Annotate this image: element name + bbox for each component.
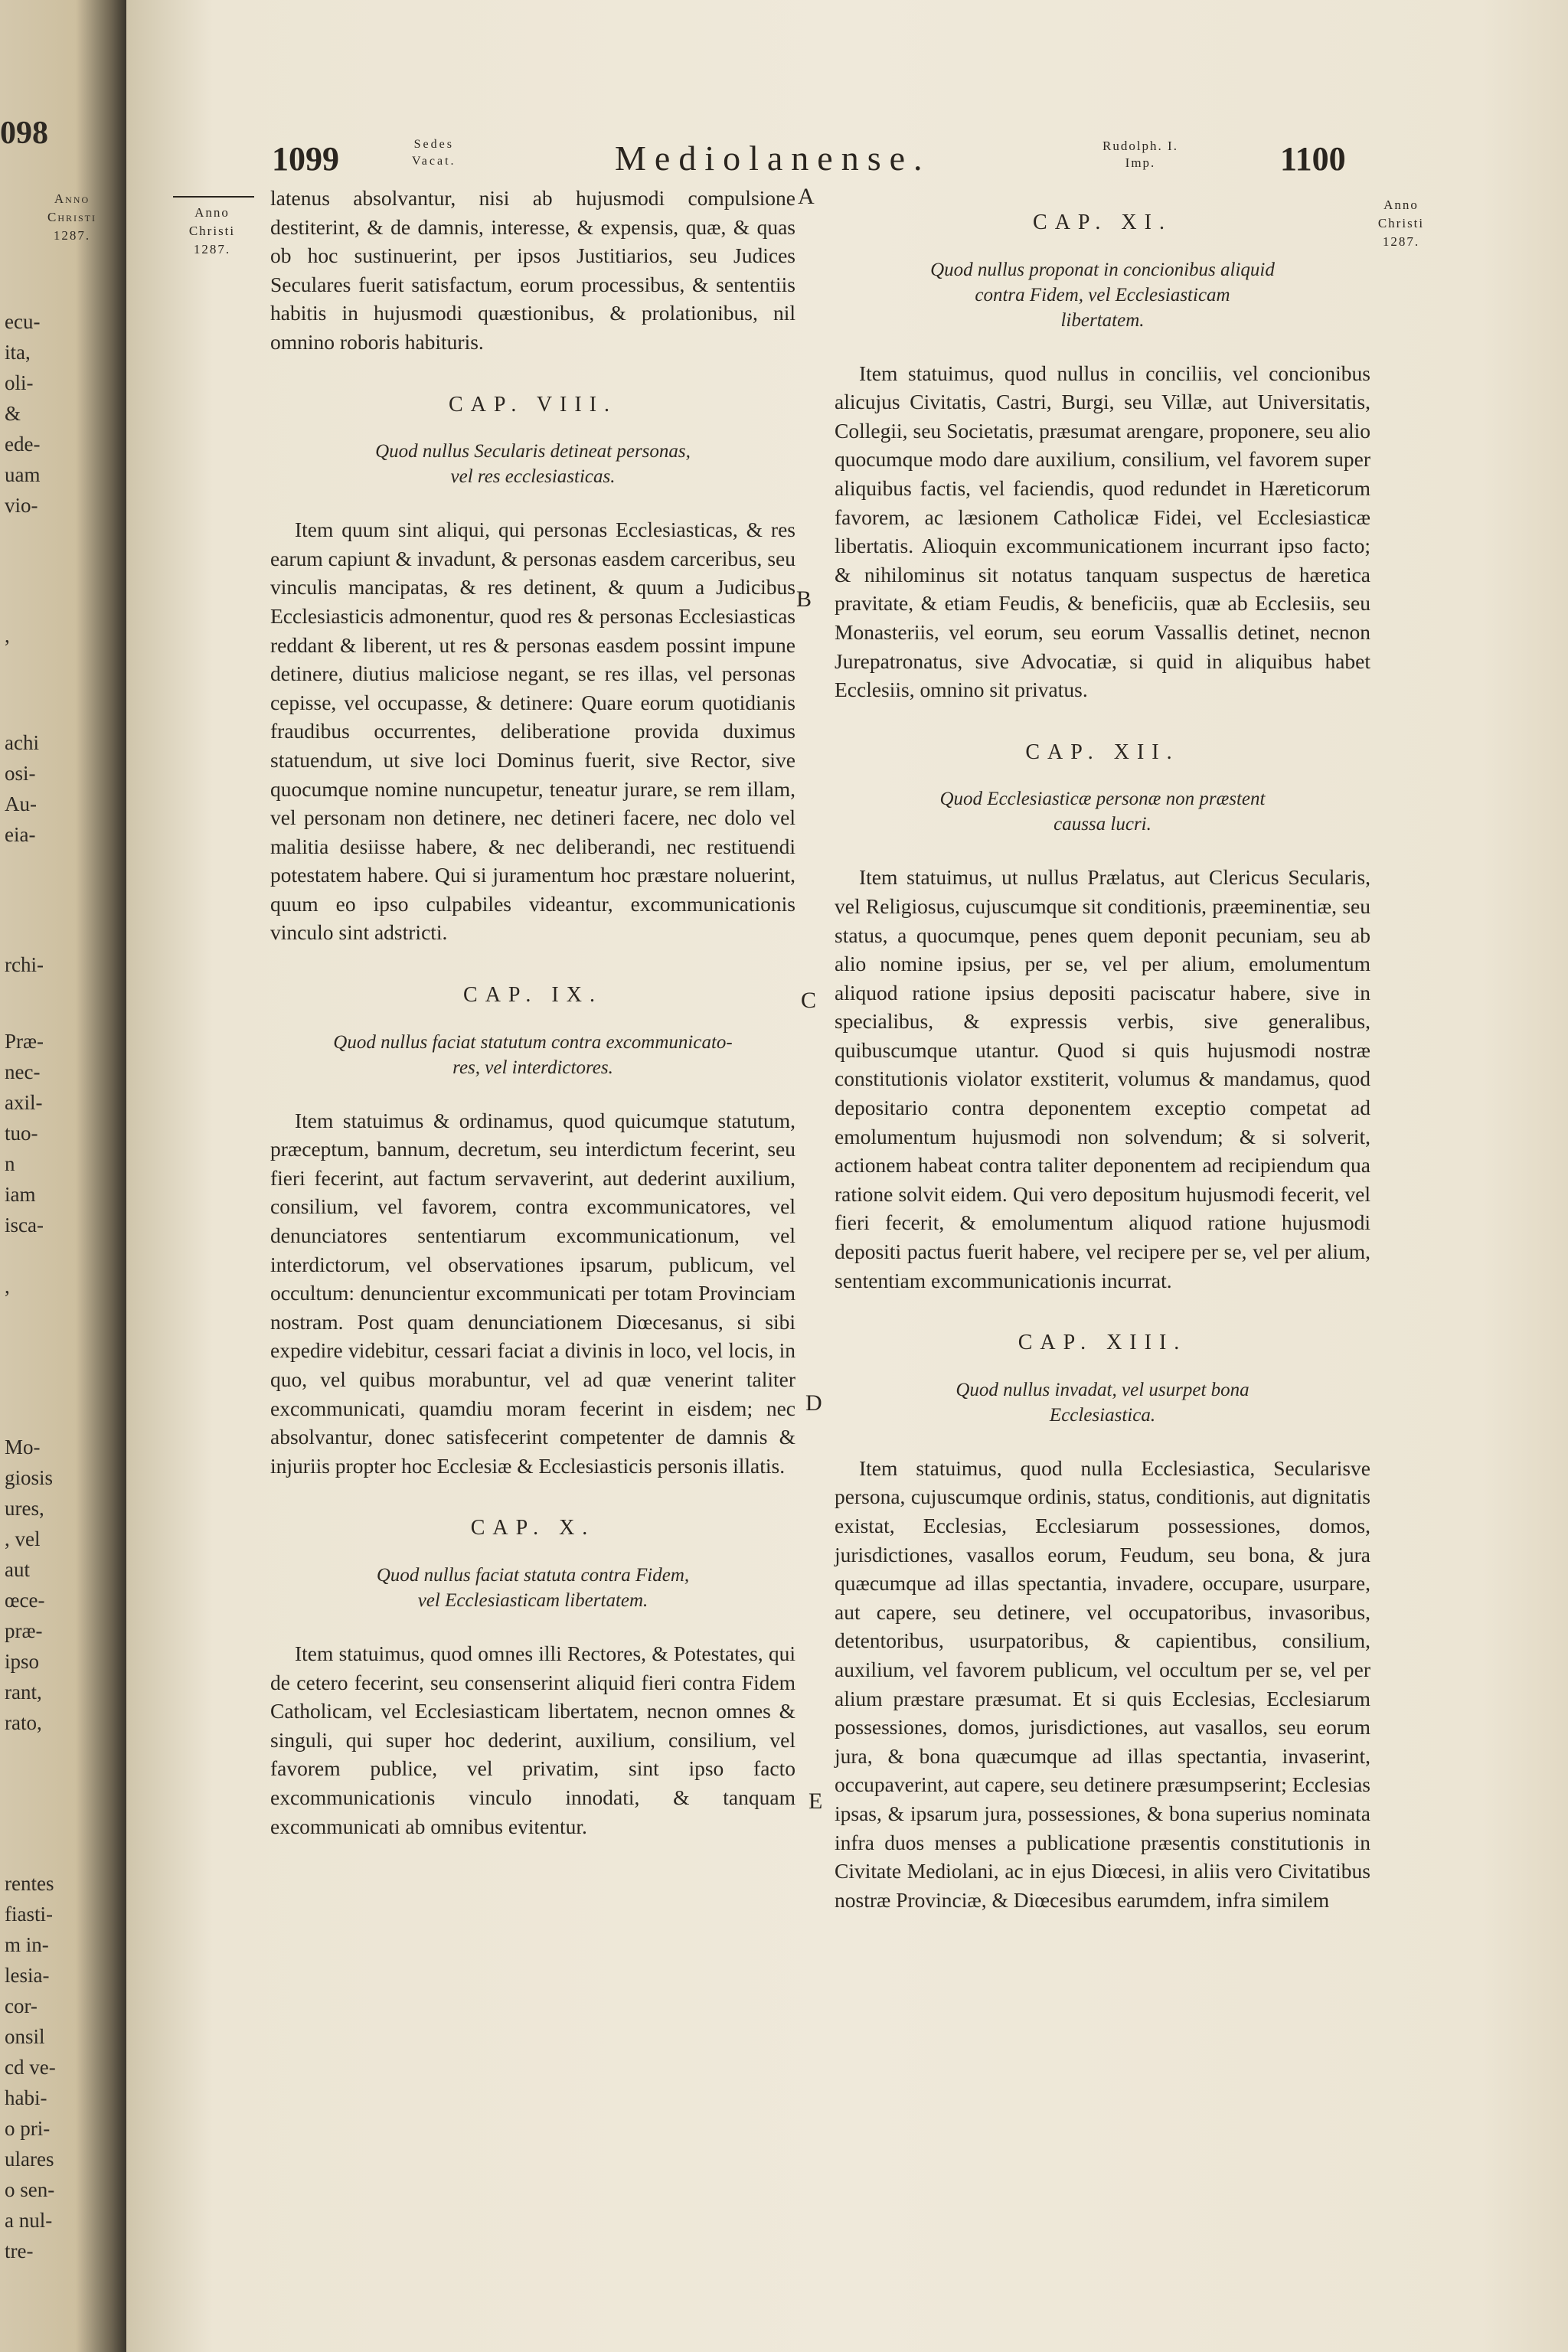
left-page-fragment: ulares [5,2148,54,2171]
header-sedes: Sedes [413,138,454,151]
header-rudolph: Rudolph. I. [1102,139,1178,153]
left-page-fragment: ures, [5,1497,44,1520]
left-page-fragment: iam [5,1183,36,1206]
chapter-text-xiii: Item statuimus, quod nulla Ecclesiastica, Secularisve persona, cujuscumque ordinis, status, conditionis, aut dignitatis existat, Ecclesias, Ecclesiarum possessiones, domos, jurisdictiones, vasallos eorum, Feudum, seu bona, & jura quæcumque ad illas spectantia, invadere, occupare, usurpare, aut capere, seu detinere, vel occupatoribus, invasoribus, detentoribus, usurpatoribus, & capientibus, consilium, auxilium, vel favorem publicum, vel occultum per se, vel per alium præstare præsumat. Et si quis Ecclesias, Ecclesiarum possessiones, domos, jurisdictiones, aut vasallos, seu eorum jura, & bona quæcumque ad illas spectantia, invaserint, occupaverint, aut capere, seu detinere præsumpserint; Ecclesias ipsas, & ipsarum jura, possessiones, & bona superius nominata infra duos menses a publicatione præsentis constitutionis in Civitate Mediolani, ac in ejus Diœcesi, in aliis vero Civitatibus nostræ Provinciæ, & Diœcesibus earumdem, infra similem [835,1455,1370,1912]
left-page-fragment: n [5,1152,15,1175]
left-page-fragment: habi- [5,2086,47,2109]
left-page-fragment: eia- [5,823,36,846]
left-page-fragment: , [5,624,10,647]
chapter-text-x: Item statuimus, quod omnes illi Rectores, & Potestates, qui de cetero fecerint, seu consenserint aliquid fieri contra Fidem Catholicam, vel Ecclesiasticam libertatem, necnon omnes & singuli, qui super hoc dederint, auxilium, consilium, vel favorem publice, vel privatim, sint ipso facto excommunicationis vinculo innodati, & tanquam excommunicati ab omnibus evitentur. [270,1641,795,1838]
left-page-fragment: achi [5,731,39,754]
left-page-fragment: ipso [5,1650,40,1673]
chapter-heading-xi: CAP. XI. [1033,211,1172,234]
rubric-line: vel Ecclesiasticam libertatem. [417,1589,648,1611]
left-page-fragment: uam [5,463,41,486]
left-page-fragment: rant, [5,1681,42,1704]
left-page-fragment: aut [5,1558,30,1581]
header-left-page-number: 1099 [272,140,339,178]
chapter-rubric-ix [270,1030,795,1080]
left-page-fragment: onsil [5,2025,45,2048]
left-page-fragment: a nul- [5,2209,53,2232]
header-sedes-vacat [412,136,456,170]
rubric-line: Quod nullus Secularis detineat personas, [375,441,691,462]
left-page-fragment: o sen- [5,2178,55,2201]
left-page-fragment: tuo- [5,1122,38,1145]
rubric-line: vel res ecclesiasticas. [450,466,616,488]
left-page-fragment: rato, [5,1711,42,1734]
margin-left-year: 1287. [193,242,231,256]
left-page-fragment: nec- [5,1060,41,1083]
chapter-heading-x: CAP. X. [470,1516,596,1540]
side-letter-d: D [805,1390,822,1416]
chapter-rubric-xiii [835,1377,1370,1428]
side-letter-b: B [796,586,812,612]
left-page-fragment: præ- [5,1619,43,1642]
side-letter-c: C [801,988,817,1013]
left-page-fragment: & [5,402,21,425]
left-page-fragment: , [5,1275,10,1298]
left-page-fragment: ede- [5,433,41,456]
rubric-line: Quod nullus faciat statutum contra excommunicato- [333,1031,733,1053]
right-text-column [835,208,1370,1914]
chapter-heading-xii: CAP. XII. [1025,740,1180,764]
rubric-line: Quod nullus faciat statuta contra Fidem, [376,1564,690,1586]
left-page-fragment: rentes [5,1872,54,1895]
rubric-line: Quod nullus proponat in concionibus aliquid [930,259,1275,280]
chapter-rubric-viii [270,439,795,489]
margin-right-anno: Anno [1383,198,1419,212]
left-page-fragment: osi- [5,762,36,785]
left-page-sliver [0,0,115,2352]
anno-label: Anno [54,191,90,206]
year-label: 1287. [53,228,91,243]
rubric-line: res, vel interdictores. [452,1057,613,1078]
left-page-fragment: cor- [5,1994,38,2017]
left-page-number: 098 [0,116,48,151]
left-page-fragment: m in- [5,1933,49,1956]
chapter-rubric-xii [835,786,1370,837]
margin-left-anno: Anno [194,205,230,220]
header-right-page-number: 1100 [1280,140,1346,178]
rubric-line: libertatem. [1060,309,1145,331]
left-page-fragment: cd ve- [5,2056,56,2079]
margin-left-christi: Christi [188,224,236,238]
left-page-fragment: Mo- [5,1436,41,1459]
left-page-fragment: , vel [5,1527,41,1550]
left-page-fragment: fiasti- [5,1903,53,1926]
left-page-fragment: rchi- [5,953,44,976]
left-page-fragment: o pri- [5,2117,51,2140]
margin-right-year: 1287. [1382,234,1420,249]
left-page-fragment: ecu- [5,310,41,333]
running-title: Mediolanense. [615,139,931,178]
rubric-line: caussa lucri. [1054,814,1152,835]
left-page-fragment: giosis [5,1466,54,1489]
rubric-line: Quod nullus invadat, vel usurpet bona [956,1379,1250,1400]
left-page-fragment: lesia- [5,1964,50,1987]
chapter-text-xi: Item statuimus, quod nullus in conciliis, vel concionibus alicujus Civitatis, Castri, Burgi, seu Villæ, aut Universitatis, Collegii, seu Societatis, præsumat arengare, proponere, seu alio quocumque modo dare auxilium, consilium, vel favorem super aliquibus factis, vel faciendis, quod redundet in Hæreticorum favorem, ac læsionem Catholicæ Fidei, vel Ecclesiasticæ libertatis. Alioquin excommunicationem incurrant ipso facto; & nihilominus sit notatus tanquam suspectus de hæretica pravitate, & etiam Feudis, & beneficiis, quæ ab Ecclesiis, seu Monasteriis, vel eorum, seu eorum Vassallis detinet, necnon Jurepatronatus, sive Advocatiæ, si quid in aliquibus habet Ecclesiis, omnino sit privatus. [835,361,1370,702]
chapter-heading-xiii: CAP. XIII. [1018,1331,1187,1355]
left-page-fragment: axil- [5,1091,43,1114]
margin-note-left [170,204,254,259]
left-page-fragment: oli- [5,371,34,394]
chapter-text-xii: Item statuimus, ut nullus Prælatus, aut Clericus Secularis, vel Religiosus, cujuscumque sit conditionis, præeminentiæ, seu status, a quocumque, penes quem deponit pecuniam, seu ab alio nomine ipsius, per se, vel per alium, emolumentum aliquod ratione ipsius depositi paciscatur habere, sive in specialibus, & expressis verbis, sive generalibus, quibuscumque utantur. Quod si quis hujusmodi nostræ constitutionis violator exstiterit, volumus & mandamus, quod depositario contra deponentem exceptio competat ad emolumentum hujusmodi non solvendum; & si solverit, actionem habeat contra taliter deponentem ad recipiendum qua ratione solvit eidem. Qui vero depositum hujusmodi fecerit, vel fieri fecerit, & emolumentum aliquod ratione hujusmodi depositi pactus fuerit habere, vel recipere per se, vel per alium, sententiam excommunicationis incurrat. [835,865,1370,1292]
rubric-line: Ecclesiastica. [1049,1404,1156,1426]
chapter-heading-viii: CAP. VIII. [448,392,618,416]
chapter-heading-ix: CAP. IX. [463,983,603,1008]
left-page-fragment: isca- [5,1214,44,1236]
left-page-anno-note [47,190,96,245]
left-page-fragment: tre- [5,2239,34,2262]
side-letter-a: A [798,184,815,209]
left-page-fragment: Au- [5,792,37,815]
margin-right-christi: Christi [1377,216,1425,230]
left-page-fragment: œce- [5,1589,45,1612]
chapter-text-ix: Item statuimus & ordinamus, quod quicumque statutum, præceptum, bannum, decretum, seu interdictum fecerint, seu fieri fecerint, aut factum servaverint, aut dederint auxilium, consilium, vel favorem, contra excommunicatores, vel denunciatores sententiarum excommunicationum, vel interdictorum, vel observationes ipsarum, publicum, vel occultum: denuncientur excommunicati per totam Provinciam nostram. Post quam denunciationem Diœcesanus, si sibi expedire videbitur, cessari faciat a divinis in loco, vel locis, in quo, vel quibus morabuntur, vel ad quæ venerint taliter excommunicati, quamdiu moram fecerint in eisdem; nec absolvantur, donec satisfecerint competenter de damnis & injuriis propter hoc Ecclesiæ & Ecclesiasticis personis illatis. [270,1108,795,1478]
margin-rule-left [173,196,254,198]
chapter-text-viii: Item quum sint aliqui, qui personas Ecclesiasticas, & res earum capiunt & invadunt, & personas easdem carceribus, seu vinculis mancipatas, & res detinent, & quum a Judicibus Ecclesiasticis admonentur, quod res & personas Ecclesiasticas reddant & liberent, ut res & personas easdem possint impune detinere, diutius maliciose negant, se res illas, vel personas cepisse, vel occupasse, & detinere: Quare eorum quotidianis fraudibus occurrentes, deliberatione provida duximus statuendum, ut sive loci Dominus fuerit, sive Rector, sive quocumque nomine nuncupetur, teneatur jurare, se rem illam, vel personam non detinere, nec detineri facere, nec dolo vel malitia desiisse habere, & nec deliberandi, nec restituendi potestatem habere. Qui si juramentum hoc præstare noluerint, quum eo ipso culpabiles videantur, excommunicationis vinculo sint adstricti. [270,518,795,945]
header-rudolph-imp [1102,138,1178,172]
rubric-line: Quod Ecclesiasticæ personæ non præstent [939,789,1266,810]
continued-paragraph: latenus absolvantur, nisi ab hujusmodi compulsione destiterint, & de damnis, interesse, & expensis, quæ, & quas ob hoc sustinuerint, per ipsos Justitiarios, seu Judices Seculares fuerit satisfactum, eorum processibus, & sententiis habitis in hujusmodi quæstionibus, & prolationibus, nil omnino roboris habituris. [270,186,795,354]
rubric-line: contra Fidem, vel Ecclesiasticam [975,284,1230,305]
header-vacat: Vacat. [412,155,456,168]
left-page-fragment: ita, [5,341,31,364]
chapter-rubric-xi [835,257,1370,333]
left-text-column [270,184,795,1841]
left-page-fragment: vio- [5,494,38,517]
chapter-rubric-x [270,1563,795,1613]
header-imp: Imp. [1125,155,1156,170]
side-letter-e: E [808,1788,823,1814]
christi-label: Christi [47,210,97,224]
left-page-fragment: Præ- [5,1030,44,1053]
